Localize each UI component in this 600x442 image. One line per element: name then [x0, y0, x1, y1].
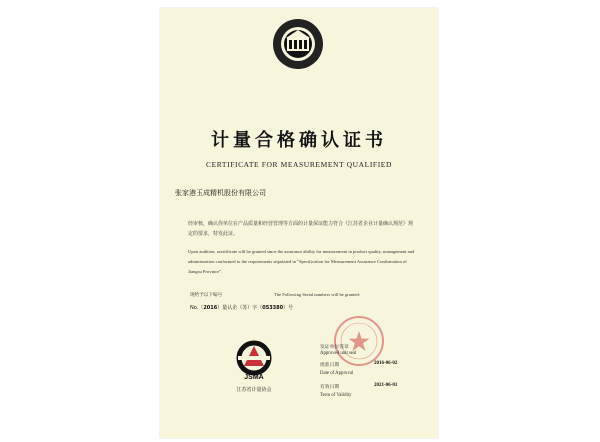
jsma-logo-icon [234, 340, 274, 376]
validity-label-english: Term of Validity [320, 393, 352, 398]
serial-number: 053380 [262, 305, 284, 311]
org-name-chinese: 江苏省计量协会 [236, 387, 272, 393]
approval-date: 2016-06-02 [374, 361, 398, 366]
validity-date: 2021-06-01 [374, 383, 398, 388]
approval-label-chinese: 批准日期 [320, 363, 340, 368]
validity-label-chinese: 有效日期 [320, 385, 340, 390]
national-emblem-seal [272, 18, 324, 70]
body-english: Upon audition, acertificate will be granted since the assurance ability for measurement in product quality, management and administration conformed to the requirements stipulated in "Specification for Measurement Assurance Confirmation of Jiangsu Province". [188, 249, 415, 274]
org-abbreviation: JSMA [244, 374, 264, 381]
serial-year: 2016 [203, 305, 218, 311]
serial-label-chinese: 现给予以下编号 [190, 293, 223, 298]
approval-label-english: Date of Approval [320, 371, 354, 376]
serial-suffix: ）号 [283, 305, 294, 311]
company-name: 张家港玉成精机股份有限公司 [175, 189, 266, 197]
serial-number-line [190, 304, 293, 311]
red-official-stamp [332, 314, 386, 368]
issuer-label-english: Approved unit seal [320, 351, 357, 356]
issuer-label-chinese: 发证单位签章 [320, 345, 349, 350]
serial-prefix: No.（ [190, 305, 204, 311]
title-english: CERTIFICATE FOR MEASUREMENT QUALIFIED [206, 160, 392, 169]
serial-label-english: The Following Serial numbers will be granted: [274, 292, 360, 297]
certificate-paper [160, 8, 438, 438]
title-chinese: 计量合格确认证书 [211, 130, 387, 151]
serial-mid: ）量认企（苏）字（ [217, 305, 263, 311]
body-chinese: 经审核，确认你单位在产品质量和经营管理等方面的计量保证能力符合《江苏省企业计量确认规范》规定的要求，特发此证。 [188, 221, 414, 237]
